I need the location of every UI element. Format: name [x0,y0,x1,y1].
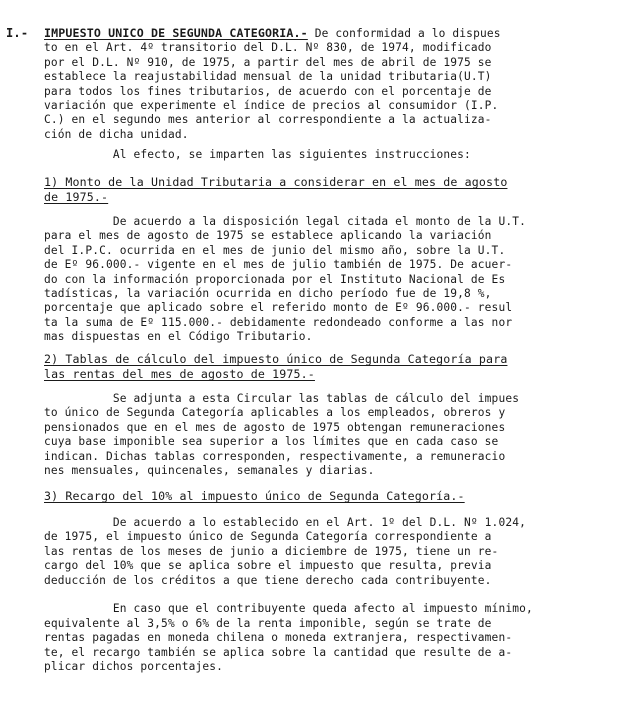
body-line: de 1975, el impuesto único de Segunda Categoría correspondiente a [44,530,492,544]
intro-line: para todos los fines tributarios, de acuerdo con el porcentaje de [44,84,492,98]
section-2-body [44,392,616,478]
body-line: ta la suma de Eº 115.000.- debidamente redondeado conforme a las nor [44,315,513,329]
section-3 [44,489,616,504]
intro-line: C.) en el segundo mes anterior al correspondiente a la actualiza- [44,113,492,127]
instructions-intro: Al efecto, se imparten las siguientes instrucciones: [44,148,471,161]
body-line: equivalente al 3,5% o 6% de la renta imponible, según se trate de [44,616,492,630]
body-line: para el mes de agosto de 1975 se establece aplicando la variación [44,229,492,243]
section-1-body [44,215,616,345]
section-1 [44,175,616,206]
intro-line: ción de dicha unidad. [44,127,189,141]
intro-title: IMPUESTO UNICO DE SEGUNDA CATEGORIA.- [44,26,308,40]
body-line: cuya base imponible sea superior a los límites que en cada caso se [44,435,499,449]
section-number: I.- [6,26,29,40]
section-2 [44,352,616,383]
section-2-heading: 2) Tablas de cálculo del impuesto único de Segunda Categoría para [44,352,508,366]
body-line: plicar dichos porcentajes. [44,660,224,674]
intro-first-line: De conformidad a lo dispues [307,27,501,40]
body-line: De acuerdo a la disposición legal citada el monto de la U.T. [44,215,526,228]
body-line: indican. Dichas tablas corresponden, respectivamente, a remuneracio [44,449,506,463]
intro-line: variación que experimente el índice de precios al consumidor (I.P. [44,99,499,113]
body-line: tadísticas, la variación ocurrida en dicho período fue de 19,8 %, [44,287,492,301]
body-line: pensionados que en el mes de agosto de 1975 obtengan remuneraciones [44,420,506,434]
body-line: rentas pagadas en moneda chilena o moneda extranjera, respectivamen- [44,631,513,645]
body-line: De acuerdo a lo establecido en el Art. 1º del D.L. Nº 1.024, [44,516,526,529]
body-line: Se adjunta a esta Circular las tablas de cálculo del impues [44,392,520,405]
section-2-heading: las rentas del mes de agosto de 1975.- [44,367,315,382]
body-line: del I.P.C. ocurrida en el mes de junio del mismo año, sobre la U.T. [44,243,506,257]
body-line: do con la información proporcionada por el Instituto Nacional de Es [44,272,506,286]
body-line: deducción de los créditos a que tiene derecho cada contribuyente. [44,573,492,587]
intro-paragraph [44,26,616,142]
body-line: te, el recargo también se aplica sobre la cantidad que resulte de a- [44,645,513,659]
body-line: nes mensuales, quincenales, semanales y diarias. [44,464,375,478]
body-line: las rentas de los meses de junio a diciembre de 1975, tiene un re- [44,544,499,558]
intro-line: establece la reajustabilidad mensual de la unidad tributaria(U.T) [44,70,492,84]
section-1-heading: 1) Monto de la Unidad Tributaria a considerar en el mes de agosto [44,175,508,189]
section-3-heading: 3) Recargo del 10% al impuesto único de Segunda Categoría.- [44,489,465,503]
intro-line: to en el Art. 4º transitorio del D.L. Nº 830, de 1974, modificado [44,41,492,55]
body-line: porcentaje que aplicado sobre el referido monto de Eº 96.000.- resul [44,301,513,315]
body-line: mas dispuestas en el Código Tributario. [44,330,313,344]
section-1-heading: de 1975.- [44,190,109,205]
body-line: to único de Segunda Categoría aplicables a los empleados, obreros y [44,406,506,420]
body-line: En caso que el contribuyente queda afecto al impuesto mínimo, [44,602,533,616]
intro-line: por el D.L. Nº 910, de 1975, a partir del mes de abril de 1975 se [44,55,492,69]
body-line: cargo del 10% que se aplica sobre el impuesto que resulta, previa [44,559,492,573]
body-line: de Eº 96.000.- vigente en el mes de julio también de 1975. De acuer- [44,258,513,272]
section-3-body [44,516,616,674]
